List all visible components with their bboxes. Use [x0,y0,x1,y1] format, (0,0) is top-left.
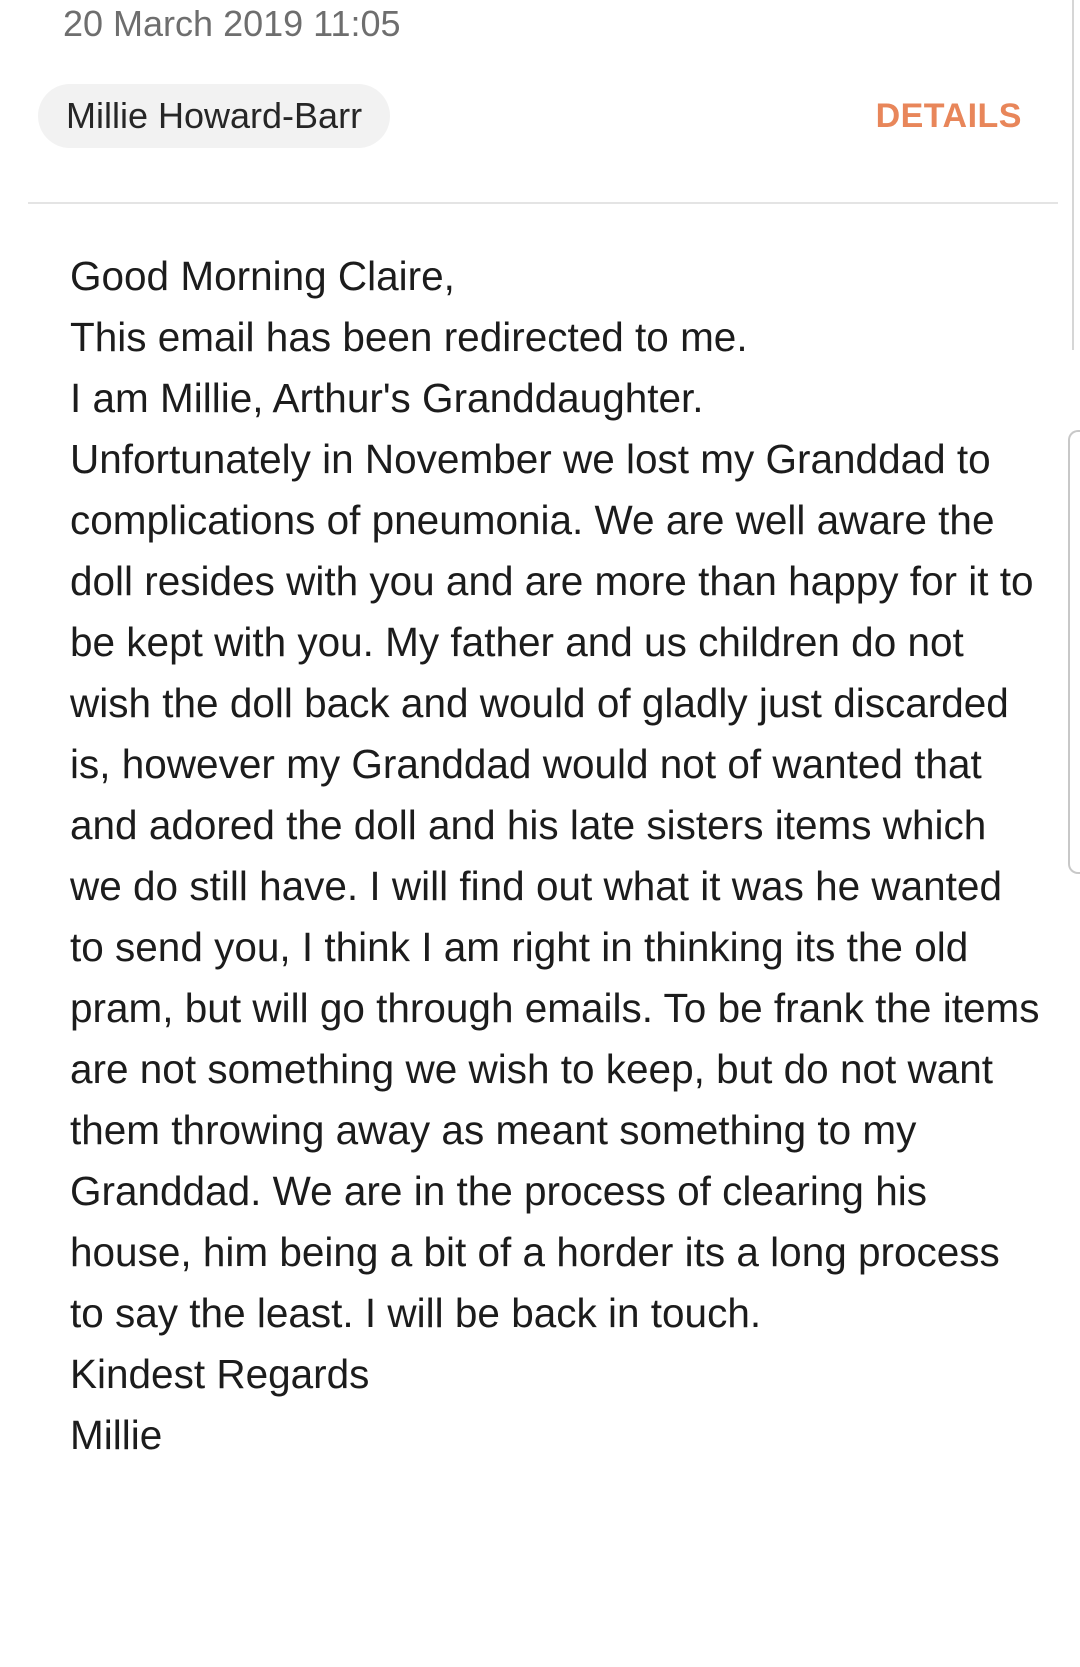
scrollbar-thumb[interactable] [1068,430,1080,874]
email-greeting: Good Morning Claire, [70,253,455,299]
details-button[interactable]: DETAILS [875,97,1022,135]
email-paragraph: Unfortunately in November we lost my Granddad to complications of pneumonia. We are well aware the doll resides with you and are more than happy for it to be kept with you. My father and us children do not wish the doll back and would of gladly just discarded is, however my Granddad would not of wanted that and adored the doll and his late sisters items which we do still have. I will find out what it was he wanted to send you, I think I am right in thinking its the old pram, but will go through emails. To be frank the items are not something we wish to keep, but do not want them throwing away as meant something to my Granddad. We are in the process of clearing his house, him being a bit of a horder its a long process to say the least. I will be back in touch. [70,436,1040,1336]
email-signature: Millie [70,1412,163,1458]
edge-shadow [1072,0,1080,350]
email-timestamp: 20 March 2019 11:05 [63,3,401,44]
email-line: This email has been redirected to me. [70,314,748,360]
email-signoff: Kindest Regards [70,1351,370,1397]
email-line: I am Millie, Arthur's Granddaughter. [70,375,704,421]
email-body [70,246,1040,1466]
sender-chip[interactable]: Millie Howard-Barr [38,84,390,148]
header-divider [28,202,1058,204]
